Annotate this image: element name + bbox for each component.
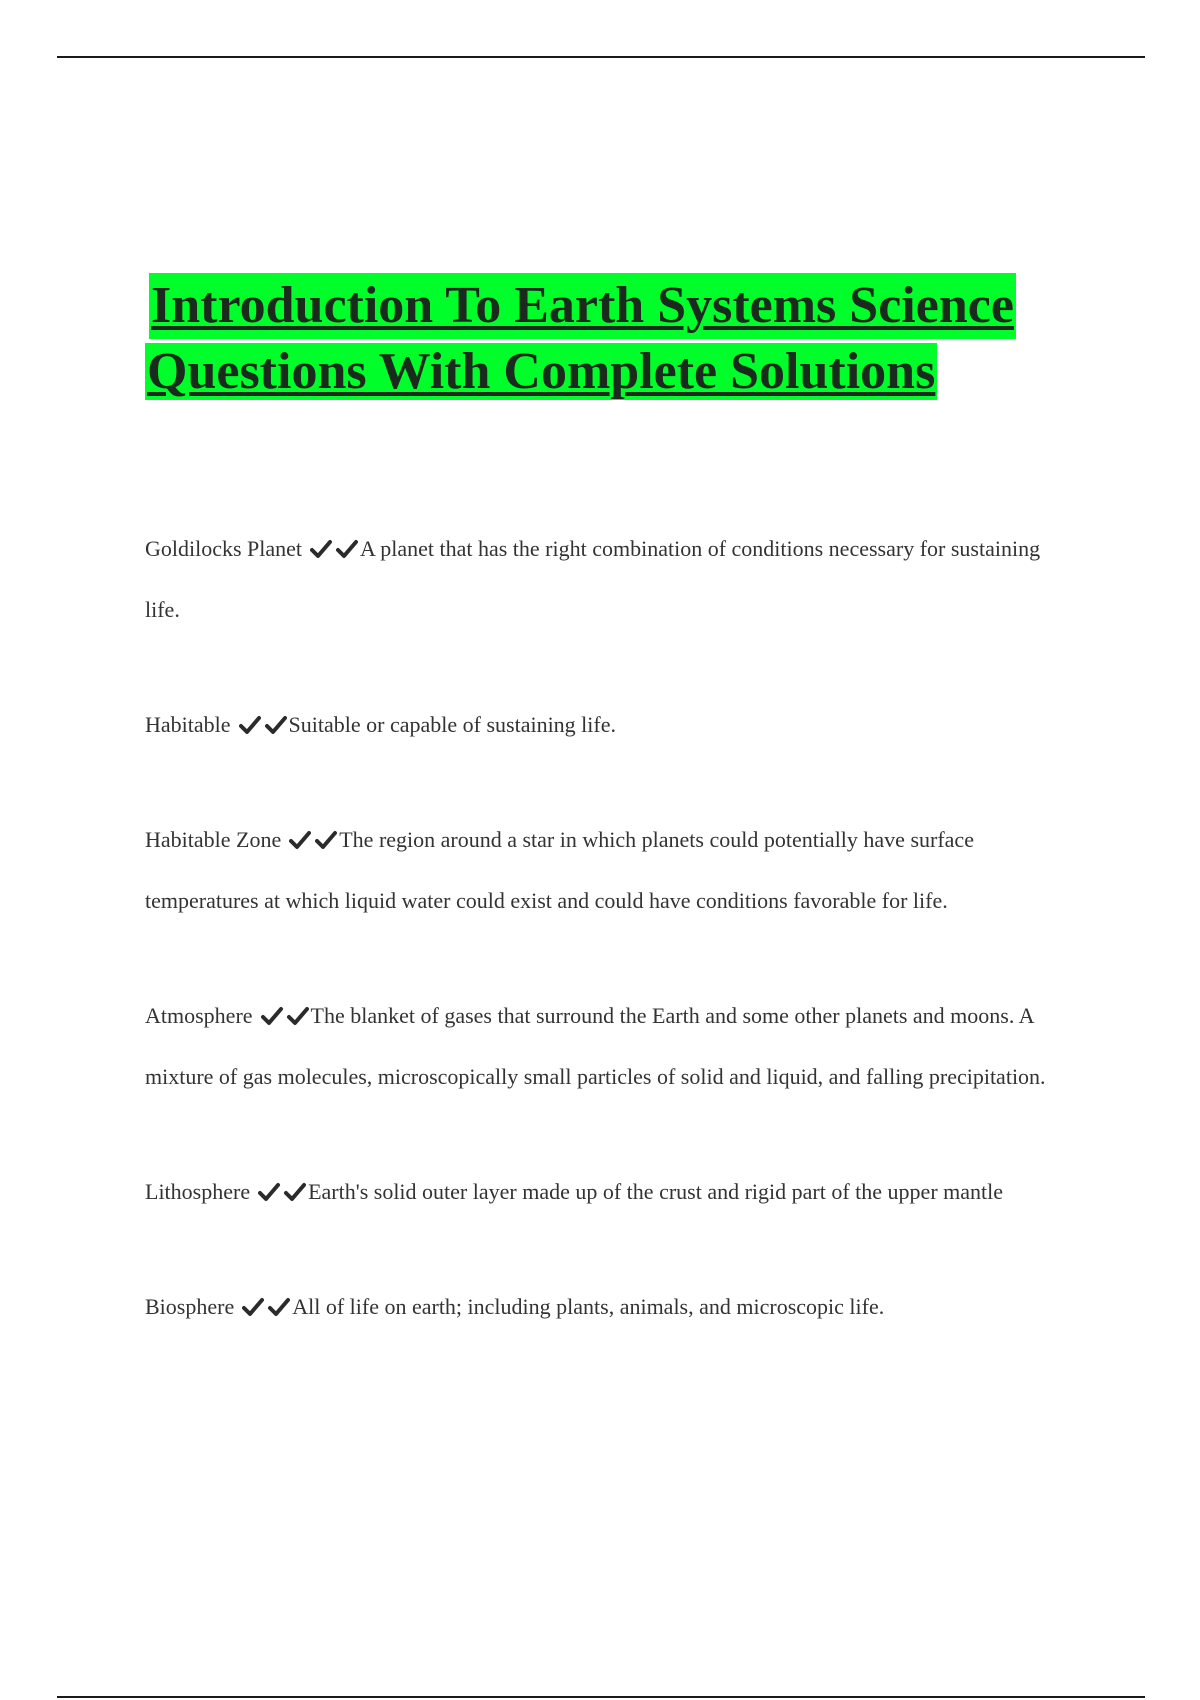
qa-entry: [145, 518, 1075, 640]
definition: Suitable or capable of sustaining life.: [288, 712, 616, 737]
term: Goldilocks Planet: [145, 536, 303, 561]
qa-entry: [145, 809, 1075, 931]
term: Atmosphere: [145, 1003, 253, 1028]
top-divider: [57, 56, 1145, 58]
check-icon: [336, 539, 358, 559]
definition: The blanket of gases that surround the Earth and some other planets and moons. A mixture of gas molecules, microscopically small particles of solid and liquid, and falling precipitation.: [145, 1003, 1046, 1089]
qa-list: [145, 518, 1075, 1337]
check-icon: [268, 1297, 290, 1317]
check-icon: [284, 1182, 306, 1202]
bottom-divider: [57, 1696, 1145, 1698]
check-icon: [261, 1006, 283, 1026]
qa-entry: [145, 1161, 1075, 1222]
qa-entry: [145, 1276, 1075, 1337]
title-line-2: Questions With Complete Solutions: [147, 343, 936, 400]
term: Habitable Zone: [145, 827, 282, 852]
definition: The region around a star in which planets could potentially have surface temperatures at which liquid water could exist and could have conditions favorable for life.: [145, 827, 974, 913]
term: Lithosphere: [145, 1179, 251, 1204]
term: Biosphere: [145, 1294, 235, 1319]
term: Habitable: [145, 712, 231, 737]
check-icon: [289, 830, 311, 850]
check-icon: [242, 1297, 264, 1317]
title-line-1: Introduction To Earth Systems Science: [149, 273, 1016, 339]
check-icon: [258, 1182, 280, 1202]
definition: All of life on earth; including plants, animals, and microscopic life.: [292, 1294, 885, 1319]
check-icon: [265, 715, 287, 735]
check-icon: [310, 539, 332, 559]
check-icon: [287, 1006, 309, 1026]
document-title: [145, 273, 1145, 405]
check-icon: [239, 715, 261, 735]
definition: A planet that has the right combination of conditions necessary for sustaining life.: [145, 536, 1041, 622]
check-icon: [315, 830, 337, 850]
qa-entry: [145, 694, 1075, 755]
qa-entry: [145, 985, 1075, 1107]
definition: Earth's solid outer layer made up of the crust and rigid part of the upper mantle: [308, 1179, 1004, 1204]
